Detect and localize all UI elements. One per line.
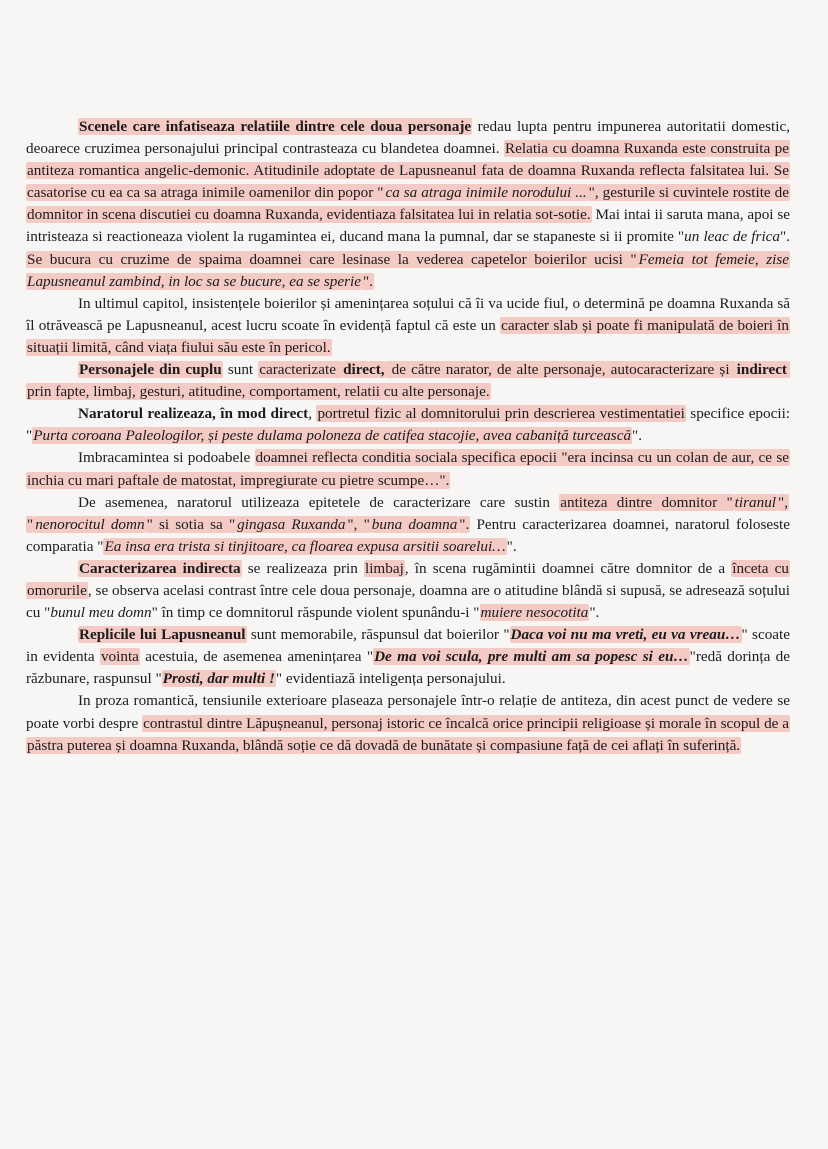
highlighted-text: ", gesturile si cuvintele rostite de domnitor in scena discutiei cu doamna Ruxanda, evidentiaza falsitatea lui in relatia sot-sotie. (27, 184, 789, 224)
highlighted-text: ", " (27, 493, 789, 533)
highlighted-text: " si sotia sa " (146, 515, 236, 533)
paragraph-1 (26, 116, 790, 293)
text-segment: Mai intai ii saruta mana, apoi se intristeaza si reactioneaza violent la rugamintea ei, ducand mana la pumnal, dar se stapaneste si ii promite " (26, 206, 790, 246)
highlighted-text: caracterizate (259, 361, 342, 379)
text-segment: , se observa acelasi contrast între cele doua personaje, doamna are o atitudine blândă si supusă, se adresează soțului cu " (26, 581, 790, 622)
highlighted-text: Relatia cu doamna Ruxanda este construita pe antiteza romantica angelic-demonic. Atitudinile adoptate de Lapusneanul fata de doamna Ruxanda reflecta falsitatea lui. Se casatorise cu ea ca sa atraga inimile oamenilor din popor " (27, 140, 790, 202)
highlighted-text: Prosti, dar multi ! (162, 670, 275, 688)
text-segment: acestuia, de asemenea amenințarea " (139, 648, 374, 666)
text-segment: se realizeaza prin (241, 559, 364, 577)
highlighted-text: Se bucura cu cruzime de spaima doamnei care lesinase la vederea capetelor boierilor ucisi " (27, 250, 637, 268)
text-segment: " evidentiază inteligența personajului. (275, 670, 506, 688)
text-segment: , în scena rugămintii doamnei către domnitor de a (404, 559, 732, 577)
paragraph-3 (26, 359, 790, 403)
highlighted-text: nenorocitul domn (35, 515, 145, 533)
text-segment: bunul meu domn (50, 604, 152, 622)
highlighted-text: ". (459, 515, 470, 533)
highlighted-text: vointa (100, 648, 139, 666)
highlighted-text: Replicile lui Lapusneanul (79, 626, 246, 644)
highlighted-text: Daca voi nu ma vreti, eu va vreau… (510, 626, 741, 644)
text-segment: ". (506, 537, 517, 555)
text-segment: redau lupta pentru impunerea autoritatii domestic, deoarece cruzimea personajului principal contrasteaza cu blandetea doamnei. (26, 118, 790, 158)
highlighted-text: direct, (343, 361, 385, 379)
text-segment: specifice epocii: " (26, 405, 791, 445)
highlighted-text: contrastul dintre Lăpușneanul, personaj istoric ce încalcă orice principii religioase și morale în scopul de a păstra puterea și doamna Ruxanda, blândă soție ce dă dovadă de bunătate și compasiune față de cei aflați în suferință. (27, 714, 789, 754)
text-segment: In ultimul capitol, insistențele boierilor și amenințarea soțului că îi va ucide fiul, o determină pe doamna Ruxanda să îl otrăvească pe Lapusneanul, acest lucru scoate în evidență faptul că este un (26, 294, 790, 334)
highlighted-text: portretul fizic al domnitorului prin descrierea vestimentatiei (317, 405, 685, 423)
highlighted-text: tiranul (734, 493, 777, 511)
text-segment: " în timp ce domnitorul răspunde violent spunându-i " (151, 604, 480, 622)
highlighted-text: Personajele din cuplu (79, 361, 222, 379)
paragraph-7 (26, 558, 790, 624)
highlighted-text: înceta cu omorurile (27, 559, 789, 599)
highlighted-text: gingasa Ruxanda (237, 515, 346, 533)
highlighted-text: ". (362, 272, 373, 290)
text-segment: sunt (222, 361, 259, 379)
text-segment: ". (589, 604, 600, 622)
text-segment: ". (632, 427, 643, 445)
paragraph-2 (26, 293, 790, 359)
highlighted-text: antiteza dintre domnitor " (560, 493, 733, 511)
paragraph-5 (26, 447, 790, 491)
paragraph-4 (26, 403, 790, 447)
highlighted-text: Scenele care infatiseaza relatiile dintre cele doua personaje (79, 118, 472, 135)
text-segment: Pentru caracterizarea doamnei, naratorul foloseste comparatia " (26, 515, 790, 555)
text-segment: sunt memorabile, răspunsul dat boierilor " (246, 626, 510, 644)
highlighted-text: de către narator, de alte personaje, autocaracterizare și (386, 361, 735, 379)
highlighted-text: Femeia tot femeie, zise Lapusneanul zambind, in loc sa se bucure, ea se sperie (27, 250, 789, 290)
paragraph-9 (26, 690, 790, 756)
highlighted-text: ca sa atraga inimile norodului ... (385, 184, 587, 202)
text-segment: In proza romantică, tensiunile exterioare plaseaza personajele într-o relație de antiteza, din acest punct de vedere se poate vorbi despre (26, 692, 790, 732)
highlighted-text: prin fapte, limbaj, gesturi, atitudine, comportament, relatii cu alte personaje. (26, 361, 790, 400)
highlighted-text: buna doamna (371, 515, 458, 533)
text-segment: De asemenea, naratorul utilizeaza epitetele de caracterizare care sustin (78, 493, 560, 511)
text-segment: " scoate in evidenta (26, 626, 790, 666)
highlighted-text: Ea insa era trista si tinjitoare, ca floarea expusa arsitii soarelui… (104, 537, 506, 555)
paragraph-8 (26, 624, 790, 690)
highlighted-text: caracter slab și poate fi manipulată de boieri în situații limită, când viața fiului său este în pericol. (27, 316, 789, 356)
highlighted-text: indirect (736, 361, 787, 379)
text-segment: "redă dorința de răzbunare, raspunsul " (26, 648, 790, 688)
text-segment: , (308, 405, 317, 423)
highlighted-text: doamnei reflecta conditia sociala specifica epocii "era incinsa cu un colan de aur, ce se inchia cu mari paftale de matostat, impregiurate cu pietre scumpe…". (27, 449, 789, 489)
text-segment: ". (780, 228, 790, 246)
paragraph-6 (26, 492, 790, 558)
highlighted-text: Caracterizarea indirecta (79, 559, 241, 577)
text-segment: Imbracamintea si podoabele (78, 449, 255, 467)
text-segment: Naratorul realizeaza, în mod direct (78, 405, 309, 423)
text-segment: un leac de frica (684, 228, 780, 246)
highlighted-text: ", " (347, 515, 370, 533)
highlighted-text: De ma voi scula, pre multi am sa popesc si eu… (374, 648, 689, 666)
highlighted-text: muiere nesocotita (480, 604, 589, 622)
highlighted-text: Purta coroana Paleologilor, și peste dulama poloneza de catifea stacojie, avea cabaniță turcească (33, 427, 632, 445)
highlighted-text: limbaj (364, 559, 404, 577)
